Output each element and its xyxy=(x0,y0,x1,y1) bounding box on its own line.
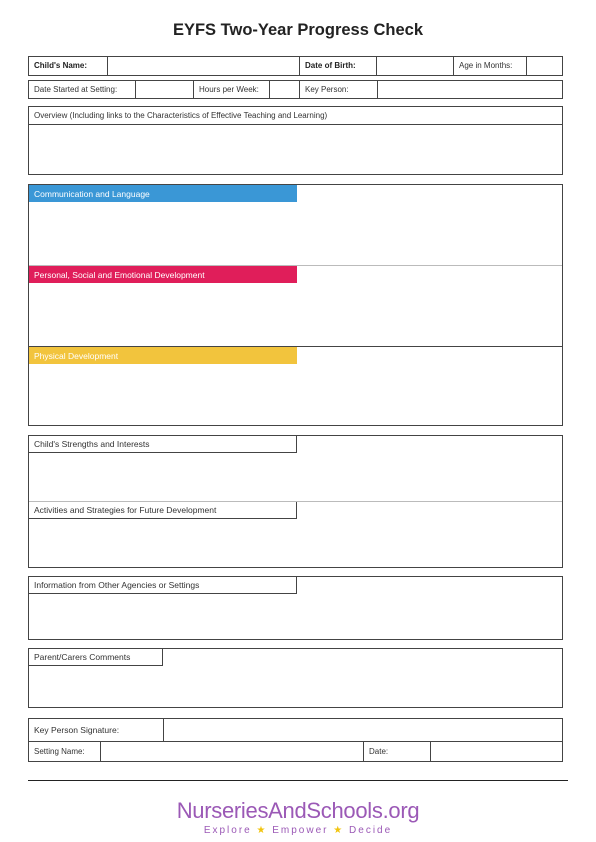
parent-comments-section[interactable] xyxy=(28,648,563,708)
setting-name-label: Setting Name: xyxy=(34,746,85,756)
parent-comments-heading: Parent/Carers Comments xyxy=(29,649,163,666)
communication-heading: Communication and Language xyxy=(29,185,297,202)
date-of-birth-field[interactable] xyxy=(377,57,453,75)
strengths-area[interactable] xyxy=(29,436,562,501)
star-icon: ★ xyxy=(256,825,268,836)
hours-per-week-label: Hours per Week: xyxy=(199,84,259,94)
physical-area[interactable] xyxy=(29,347,562,425)
footer-divider xyxy=(28,780,568,781)
date-started-field[interactable] xyxy=(136,81,193,98)
childs-name-label: Child's Name: xyxy=(34,61,88,70)
setting-details-row xyxy=(28,80,563,99)
star-icon: ★ xyxy=(333,825,345,836)
overview-section[interactable] xyxy=(28,106,563,175)
key-person-label: Key Person: xyxy=(305,84,349,94)
date-started-label: Date Started at Setting: xyxy=(34,84,118,94)
strengths-activities xyxy=(28,435,563,568)
tagline-empower: Empower xyxy=(272,825,329,836)
age-in-months-field[interactable] xyxy=(527,57,562,75)
activities-heading: Activities and Strategies for Future Development xyxy=(29,502,297,519)
child-details-row xyxy=(28,56,563,76)
personal-area[interactable] xyxy=(29,266,562,346)
tagline-decide: Decide xyxy=(349,825,393,836)
date-field[interactable] xyxy=(431,742,562,761)
age-in-months-label: Age in Months: xyxy=(459,61,513,70)
signature-field[interactable] xyxy=(164,719,562,741)
agencies-section[interactable] xyxy=(28,576,563,640)
strengths-heading: Child's Strengths and Interests xyxy=(29,436,297,453)
physical-heading: Physical Development xyxy=(29,347,297,364)
communication-area[interactable] xyxy=(29,185,562,265)
page-title: EYFS Two-Year Progress Check xyxy=(172,21,424,39)
development-areas xyxy=(28,184,563,426)
signature-label: Key Person Signature: xyxy=(34,724,120,735)
date-of-birth-label: Date of Birth: xyxy=(305,61,356,70)
logo-text: NurseriesAndSchools.org xyxy=(176,798,420,823)
hours-per-week-field[interactable] xyxy=(270,81,299,98)
personal-heading: Personal, Social and Emotional Development xyxy=(29,266,297,283)
date-label: Date: xyxy=(369,746,389,756)
agencies-heading: Information from Other Agencies or Settings xyxy=(29,577,297,594)
key-person-field[interactable] xyxy=(378,81,562,98)
childs-name-field[interactable] xyxy=(108,57,299,75)
activities-area[interactable] xyxy=(29,502,562,567)
logo-tagline xyxy=(0,825,596,836)
setting-name-field[interactable] xyxy=(101,742,363,761)
overview-label: Overview (Including links to the Characteristics of Effective Teaching and Learning) xyxy=(34,110,328,120)
tagline-explore: Explore xyxy=(203,825,252,836)
signature-section xyxy=(28,718,563,762)
